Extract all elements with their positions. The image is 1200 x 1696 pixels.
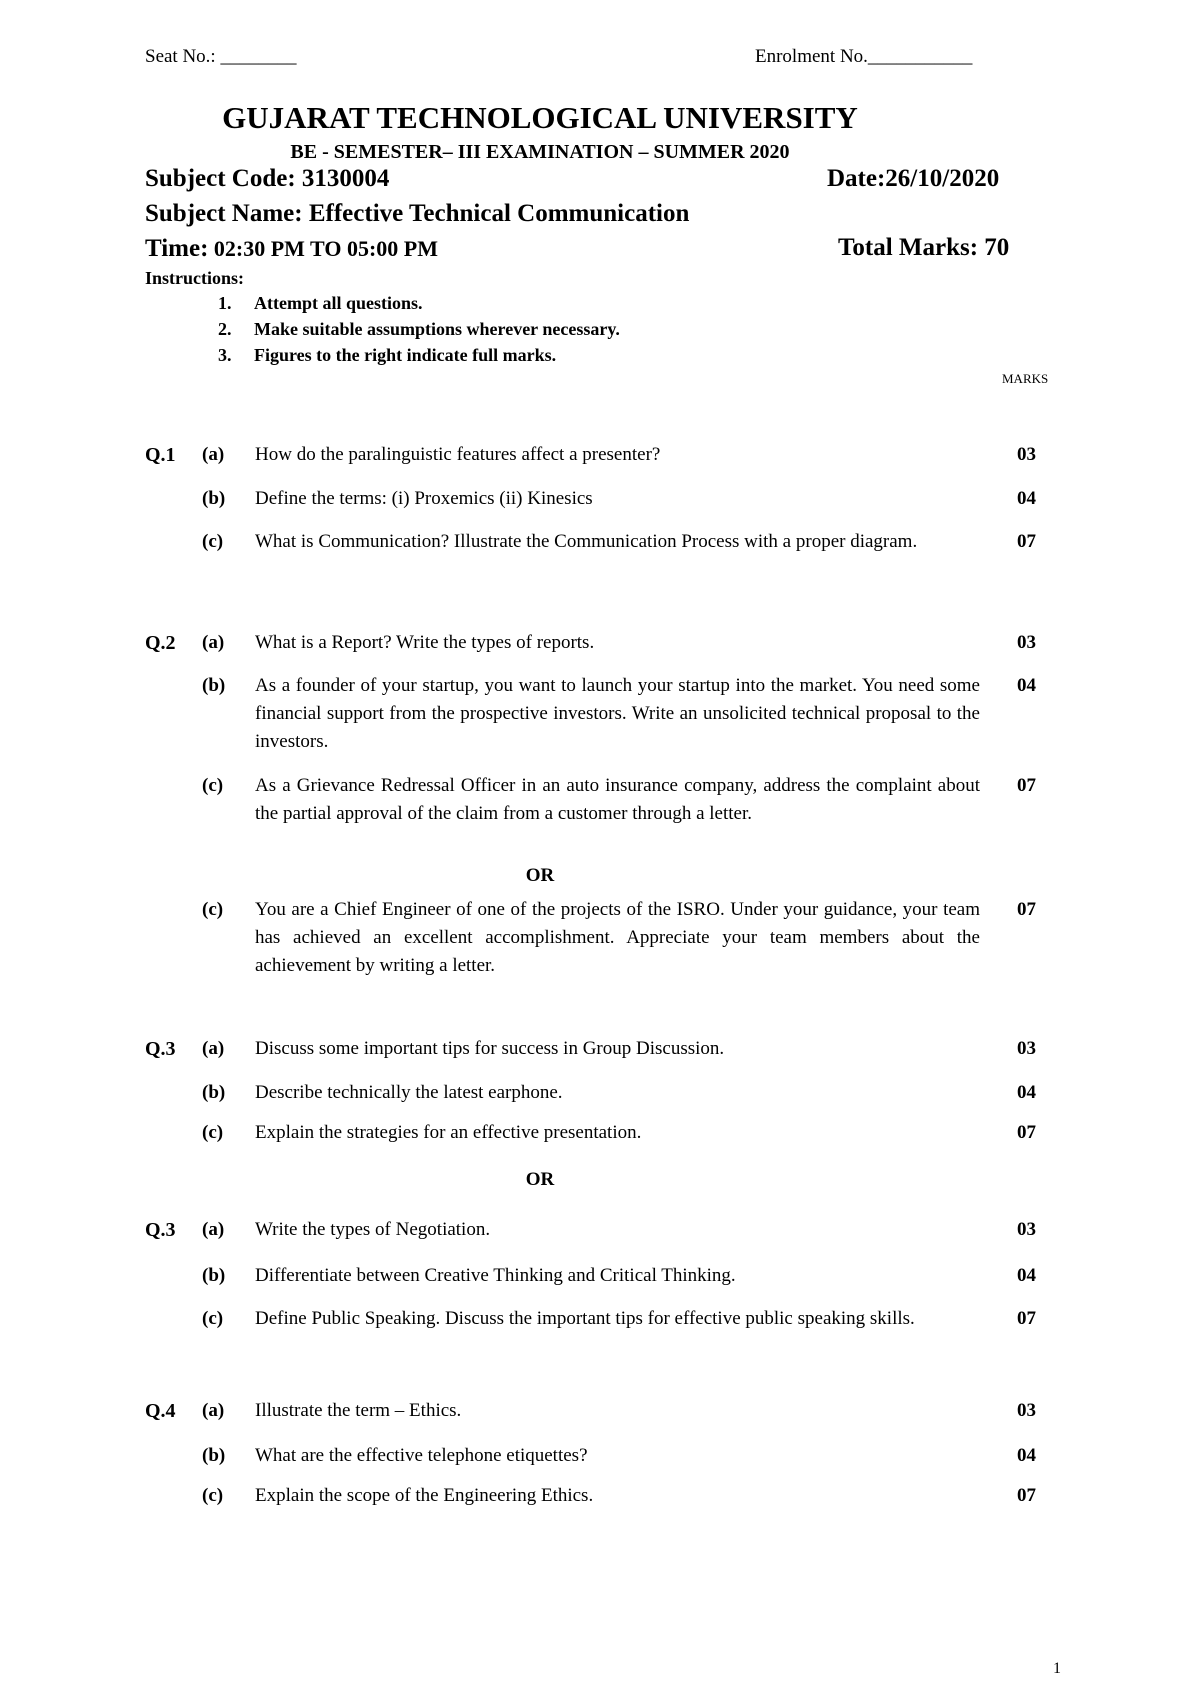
question-marks: 03 [1017,1038,1036,1059]
question-marks: 03 [1017,632,1036,653]
question-part: (c) [202,1122,224,1143]
or-separator: OR [525,865,555,886]
instruction-item [218,319,620,340]
question-part: (c) [202,899,224,920]
question-marks: 07 [1017,1485,1036,1506]
enrolment-no-field: Enrolment No.___________ [755,46,973,67]
question-number: Q.3 [145,1219,176,1241]
question-part: (c) [202,531,224,552]
question-number: Q.1 [145,444,176,466]
question-text: Describe technically the latest earphone. [255,1082,563,1103]
instruction-number: 1. [218,293,232,313]
instruction-number: 3. [218,345,232,365]
question-text: Define the terms: (i) Proxemics (ii) Kinesics [255,488,593,509]
seat-no-field: Seat No.: ________ [145,46,297,67]
question-part: (c) [202,1485,224,1506]
question-marks: 04 [1017,675,1036,696]
question-part: (b) [202,488,226,509]
question-part: (b) [202,675,226,696]
question-part: (a) [202,1219,225,1240]
time-value: 02:30 PM TO 05:00 PM [213,236,438,261]
question-marks: 04 [1017,1445,1036,1466]
exam-date: Date:26/10/2020 [827,165,1000,192]
question-part: (c) [202,775,224,796]
question-marks: 03 [1017,1219,1036,1240]
question-marks: 04 [1017,1265,1036,1286]
question-part: (b) [202,1265,226,1286]
question-marks: 04 [1017,488,1036,509]
instruction-number: 2. [218,319,232,339]
question-part: (a) [202,632,225,653]
question-part: (b) [202,1082,226,1103]
time-label: Time: [145,235,209,262]
question-text: As a Grievance Redressal Officer in an auto insurance company, address the complaint about the partial approval of the claim from a customer through a letter. [255,775,980,824]
instruction-item [218,345,556,366]
question-marks: 07 [1017,899,1036,920]
question-text: Explain the scope of the Engineering Ethics. [255,1485,594,1506]
question-text: Illustrate the term – Ethics. [255,1400,462,1421]
instructions-heading: Instructions: [145,268,245,288]
question-marks: 04 [1017,1082,1036,1103]
question-part: (a) [202,1400,225,1421]
university-title: GUJARAT TECHNOLOGICAL UNIVERSITY [222,100,858,135]
instruction-text: Make suitable assumptions wherever necessary. [254,319,620,339]
subject-name: Subject Name: Effective Technical Communication [145,200,690,227]
question-part: (a) [202,1038,225,1059]
page-number: 1 [1053,1660,1061,1677]
subject-code: Subject Code: 3130004 [145,165,390,192]
instruction-text: Figures to the right indicate full marks. [254,345,557,365]
question-text: Explain the strategies for an effective presentation. [255,1122,642,1143]
question-text: What is Communication? Illustrate the Communication Process with a proper diagram. [255,531,918,552]
question-text: Define Public Speaking. Discuss the important tips for effective public speaking skills. [255,1308,915,1329]
total-marks: Total Marks: 70 [838,234,1010,261]
question-text: Write the types of Negotiation. [255,1219,491,1240]
question-marks: 03 [1017,1400,1036,1421]
question-part: (a) [202,444,225,465]
question-text: What is a Report? Write the types of reports. [255,632,595,653]
question-text: What are the effective telephone etiquettes? [255,1445,588,1466]
question-marks: 07 [1017,531,1036,552]
instruction-text: Attempt all questions. [254,293,423,313]
exam-title: BE - SEMESTER– III EXAMINATION – SUMMER 2020 [290,141,790,163]
question-number: Q.2 [145,632,176,654]
question-number: Q.3 [145,1038,176,1060]
question-marks: 07 [1017,775,1036,796]
question-marks: 03 [1017,444,1036,465]
question-text: Discuss some important tips for success in Group Discussion. [255,1038,725,1059]
exam-time [145,235,438,263]
question-text: Differentiate between Creative Thinking and Critical Thinking. [255,1265,736,1286]
instruction-item [218,293,423,314]
question-text: You are a Chief Engineer of one of the projects of the ISRO. Under your guidance, your team has achieved an excellent accomplishment. Appreciate your team members about the achievement by writing a letter. [255,899,980,976]
marks-column-heading: MARKS [1002,371,1049,386]
question-marks: 07 [1017,1122,1036,1143]
question-text: How do the paralinguistic features affect a presenter? [255,444,661,465]
question-text: As a founder of your startup, you want to launch your startup into the market. You need some financial support from the prospective investors. Write an unsolicited technical proposal to the investors. [255,675,980,752]
question-part: (b) [202,1445,226,1466]
question-marks: 07 [1017,1308,1036,1329]
question-number: Q.4 [145,1400,176,1422]
or-separator: OR [525,1169,555,1190]
question-part: (c) [202,1308,224,1329]
